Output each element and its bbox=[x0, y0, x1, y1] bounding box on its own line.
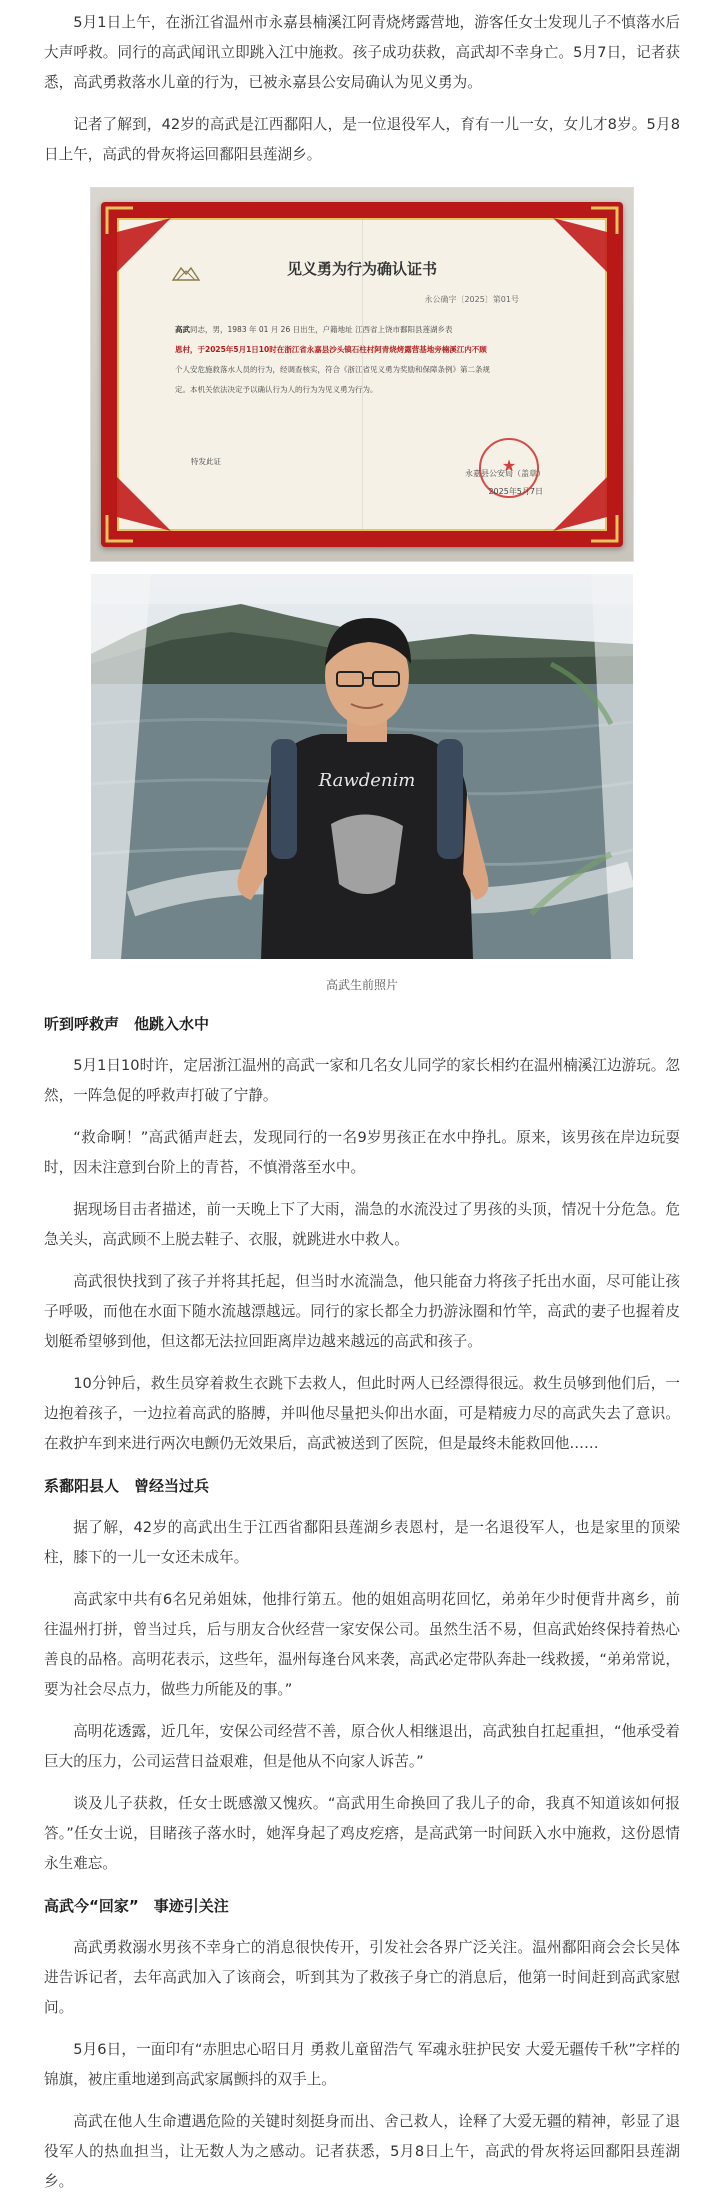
certificate-name: 高武 bbox=[175, 325, 190, 334]
certificate-line bbox=[175, 324, 565, 335]
corner-ornament-icon bbox=[589, 513, 619, 543]
corner-ornament-icon bbox=[105, 513, 135, 543]
certificate-sign: 特发此证 bbox=[191, 457, 221, 466]
certificate-image bbox=[90, 187, 634, 562]
paragraph: 据现场目击者描述，前一天晚上下了大雨，湍急的水流没过了男孩的头顶，情况十分危急。危急关头，高武顾不上脱去鞋子、衣服，就跳进水中救人。 bbox=[44, 1201, 680, 1248]
certificate-line: 恩村，于2025年5月1日10时在浙江省永嘉县沙头镇石柱村阿青烧烤露营基地旁楠溪江内不顾 bbox=[175, 345, 487, 354]
section-heading: 听到呼救声 他跳入水中 bbox=[44, 1015, 210, 1033]
portrait-photo bbox=[91, 574, 633, 959]
paragraph: 高明花透露，近几年，安保公司经营不善，原合伙人相继退出，高武独自扛起重担，“他承受着巨大的压力，公司运营日益艰难，但是他从不向家人诉苦。” bbox=[44, 1723, 680, 1770]
certificate-line: 个人安危施救落水人员的行为，经调查核实，符合《浙江省见义勇为奖励和保障条例》第二条规 bbox=[175, 365, 490, 374]
photo-caption: 高武生前照片 bbox=[325, 978, 398, 992]
paragraph: 5月6日，一面印有“赤胆忠心昭日月 勇救儿童留浩气 军魂永驻护民安 大爱无疆传千秋”字样的锦旗，被庄重地递到高武家属颤抖的双手上。 bbox=[44, 2041, 680, 2088]
certificate-org: 永嘉县公安局（盖章） bbox=[465, 469, 545, 478]
certificate-line: 定。本机关依法决定予以确认行为人的行为为见义勇为行为。 bbox=[175, 385, 378, 394]
certificate-text: 同志，男，1983 年 01 月 26 日出生，户籍地址 江西省上饶市鄱阳县莲湖乡表 bbox=[190, 325, 453, 334]
certificate-number: 永公确字〔2025〕第01号 bbox=[424, 295, 519, 304]
corner-ornament-icon bbox=[589, 206, 619, 236]
paragraph: 高武家中共有6名兄弟姐妹，他排行第五。他的姐姐高明花回忆，弟弟年少时便背井离乡，前往温州打拼，曾当过兵，后与朋友合伙经营一家安保公司。虽然生活不易，但高武始终保持着热心善良的品格。高明花表示，这些年，温州每逢台风来袭，高武必定带队奔赴一线救援，“弟弟常说，要为社会尽点力，做些力所能及的事。” bbox=[44, 1591, 680, 1698]
certificate-frame bbox=[101, 202, 623, 547]
paragraph: 谈及儿子获救，任女士既感激又愧疚。“高武用生命换回了我儿子的命，我真不知道该如何报答。”任女士说，目睹孩子落水时，她浑身起了鸡皮疙瘩，是高武第一时间跃入水中施救，这份恩情永生难忘。 bbox=[44, 1795, 680, 1872]
paragraph: 5月1日上午，在浙江省温州市永嘉县楠溪江阿青烧烤露营地，游客任女士发现儿子不慎落水后大声呼救。同行的高武闻讯立即跳入江中施救。孩子成功获救，高武却不幸身亡。5月7日，记者获悉，高武勇救落水儿童的行为，已被永嘉县公安局确认为见义勇为。 bbox=[44, 14, 680, 91]
section-heading: 高武今“回家” 事迹引关注 bbox=[44, 1897, 229, 1915]
section-heading: 系鄱阳县人 曾经当过兵 bbox=[44, 1477, 210, 1495]
corner-ornament-icon bbox=[105, 206, 135, 236]
paragraph: 5月1日10时许，定居浙江温州的高武一家和几名女儿同学的家长相约在温州楠溪江边游玩。忽然，一阵急促的呼救声打破了宁静。 bbox=[44, 1057, 680, 1104]
paragraph: 10分钟后，救生员穿着救生衣跳下去救人，但此时两人已经漂得很远。救生员够到他们后，一边抱着孩子，一边拉着高武的胳膊，并叫他尽量把头仰出水面，可是精疲力尽的高武失去了意识。在救护车到来进行两次电颤仍无效果后，高武被送到了医院，但是最终未能救回他…… bbox=[44, 1375, 680, 1452]
paragraph: 高武在他人生命遭遇危险的关键时刻挺身而出、舍己救人，诠释了大爱无疆的精神，彰显了退役军人的热血担当，让无数人为之感动。记者获悉，5月8日上午，高武的骨灰将运回鄱阳县莲湖乡。 bbox=[44, 2113, 680, 2190]
paragraph: “救命啊！”高武循声赶去，发现同行的一名9岁男孩正在水中挣扎。原来，该男孩在岸边玩耍时，因未注意到台阶上的青苔，不慎滑落至水中。 bbox=[44, 1129, 680, 1176]
paragraph: 高武很快找到了孩子并将其托起，但当时水流湍急，他只能奋力将孩子托出水面，尽可能让孩子呼吸，而他在水面下随水流越漂越远。同行的家长都全力扔游泳圈和竹竿，高武的妻子也握着皮划艇希望够到他，但这都无法拉回距离岸边越来越远的高武和孩子。 bbox=[44, 1273, 680, 1350]
certificate-date: 2025年5月7日 bbox=[488, 487, 543, 496]
shirt-text: Rawdenim bbox=[318, 770, 416, 791]
paragraph: 记者了解到，42岁的高武是江西鄱阳人，是一位退役军人，育有一儿一女，女儿才8岁。5月8日上午，高武的骨灰将运回鄱阳县莲湖乡。 bbox=[44, 116, 680, 163]
paragraph: 据了解，42岁的高武出生于江西省鄱阳县莲湖乡表恩村，是一名退役军人，也是家里的顶梁柱，膝下的一儿一女还未成年。 bbox=[44, 1519, 680, 1566]
certificate-title: 见义勇为行为确认证书 bbox=[286, 260, 437, 278]
paragraph: 高武勇救溺水男孩不幸身亡的消息很快传开，引发社会各界广泛关注。温州鄱阳商会会长吴体进告诉记者，去年高武加入了该商会，听到其为了救孩子身亡的消息后，他第一时间赶到高武家慰问。 bbox=[44, 1939, 680, 2016]
